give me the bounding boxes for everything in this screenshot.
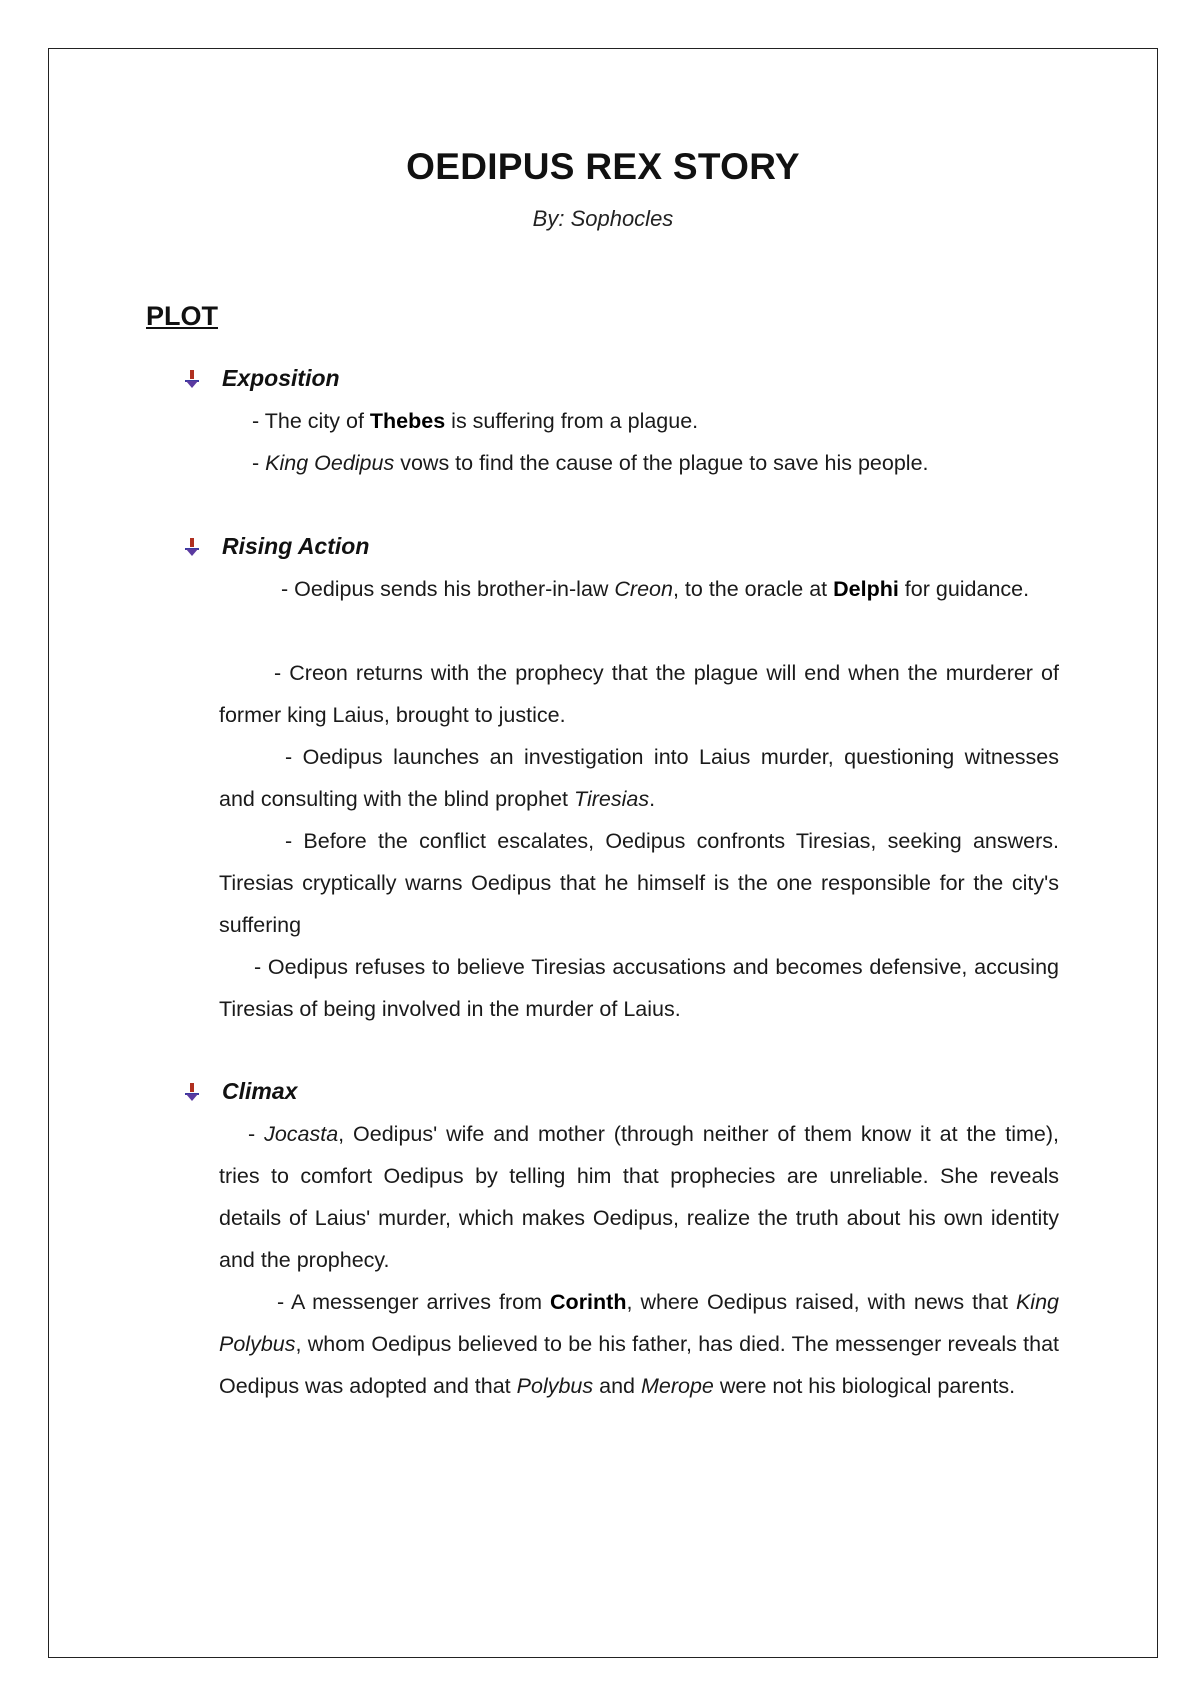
section-heading-label: Rising Action (222, 533, 370, 559)
down-arrow-bullet-icon (182, 369, 202, 389)
rising-paragraph-4: - Before the conflict escalates, Oedipus confronts Tiresias, seeking answers. Tiresias cryptically warns Oedipus that he himself is the one responsible for the city's suffering (219, 829, 1059, 937)
rising-paragraph-1: - Oedipus sends his brother-in-law Creon, to the oracle at Delphi for guidance. (281, 577, 1030, 601)
rising-paragraph-5: - Oedipus refuses to believe Tiresias accusations and becomes defensive, accusing Tiresias of being involved in the murder of Laius. (219, 955, 1059, 1021)
document-title: OEDIPUS REX STORY (406, 146, 800, 187)
climax-paragraph-2: - A messenger arrives from Corinth, where Oedipus raised, with news that King Polybus, whom Oedipus believed to be his father, has died. The messenger reveals that Oedipus was adopted and that Polybus and Merope were not his biological parents. (219, 1290, 1059, 1398)
section-heading-rising-action (182, 533, 369, 560)
exposition-paragraph-1: - The city of Thebes is suffering from a plague. (252, 409, 699, 433)
rising-paragraph-2: - Creon returns with the prophecy that the plague will end when the murderer of former king Laius, brought to justice. (219, 661, 1059, 727)
climax-paragraph-1: - Jocasta, Oedipus' wife and mother (through neither of them know it at the time), tries to comfort Oedipus by telling him that prophecies are unreliable. She reveals details of Laius' murder, which makes Oedipus, realize the truth about his own identity and the prophecy. (219, 1122, 1060, 1272)
exposition-paragraph-2: - King Oedipus vows to find the cause of the plague to save his people. (252, 451, 929, 475)
plot-heading: PLOT (146, 301, 218, 331)
down-arrow-bullet-icon (182, 537, 202, 557)
down-arrow-bullet-icon (182, 1082, 202, 1102)
author-byline: By: Sophocles (532, 206, 674, 231)
section-heading-exposition (182, 365, 340, 392)
rising-paragraph-3: - Oedipus launches an investigation into Laius murder, questioning witnesses and consulting with the blind prophet Tiresias. (219, 745, 1059, 811)
section-heading-climax (182, 1078, 297, 1105)
section-heading-label: Exposition (222, 365, 340, 391)
section-heading-label: Climax (222, 1078, 298, 1104)
